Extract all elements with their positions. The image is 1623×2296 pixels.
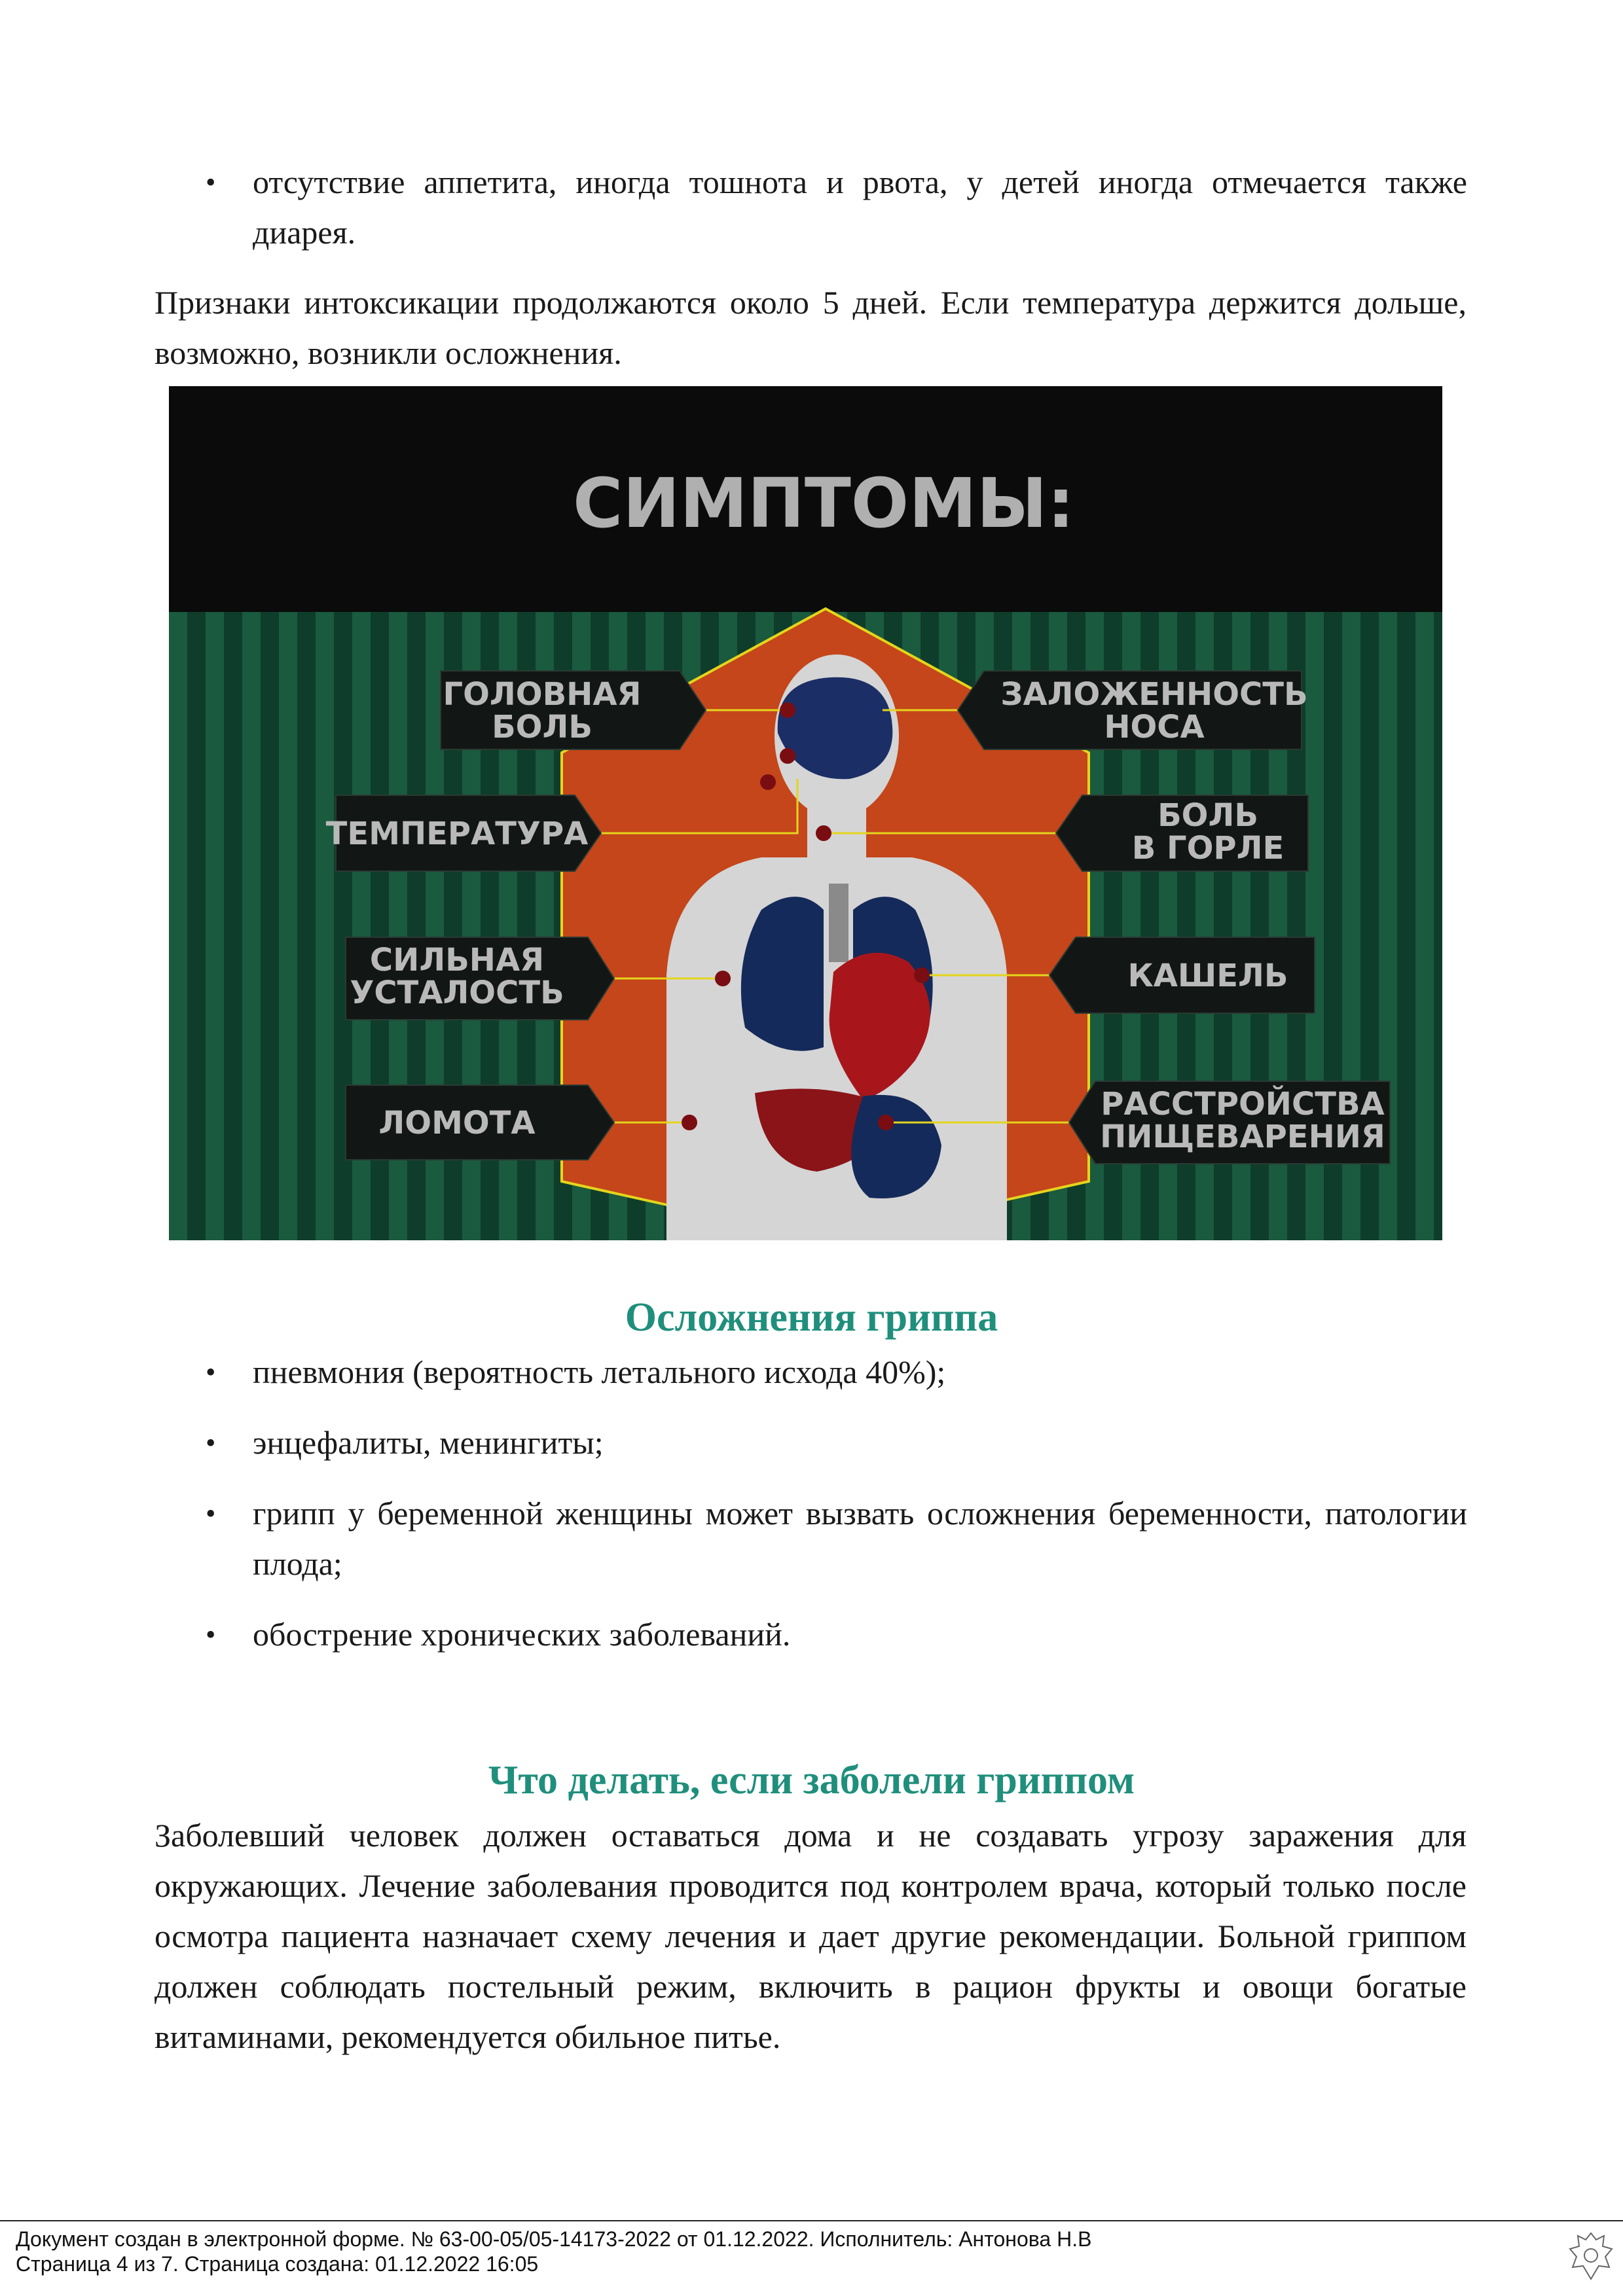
svg-text:УСТАЛОСТЬ: УСТАЛОСТЬ xyxy=(350,975,564,1011)
complication-item: • пневмония (вероятность летального исхода 40%); xyxy=(253,1347,1467,1397)
svg-text:ГОЛОВНАЯ: ГОЛОВНАЯ xyxy=(443,676,642,713)
what-to-do-heading: Что делать, если заболели гриппом xyxy=(488,1758,1135,1803)
label-nasal-congestion xyxy=(958,671,1308,749)
label-temperature xyxy=(326,795,601,871)
complication-item: • энцефалиты, менингиты; xyxy=(253,1418,1467,1468)
label-headache xyxy=(441,671,706,749)
svg-text:СИЛЬНАЯ: СИЛЬНАЯ xyxy=(369,942,545,978)
document-footer xyxy=(16,2227,1574,2276)
svg-text:БОЛЬ: БОЛЬ xyxy=(1158,797,1258,834)
label-digestive-disorders xyxy=(1069,1081,1390,1164)
svg-text:ТЕМПЕРАТУРА: ТЕМПЕРАТУРА xyxy=(325,816,589,852)
svg-text:РАССТРОЙСТВА: РАССТРОЙСТВА xyxy=(1101,1086,1385,1122)
what-to-do-paragraph: Заболевший человек должен оставаться дома и не создавать угрозу заражения для окружающих. Лечение заболевания проводится под контролем врача, который только после осмотра пациента назначает схему лечения и дает другие рекомендации. Больной гриппом должен соблюдать постельный режим, включить в рацион фрукты и овощи богатые витаминами, рекомендуется обильное питье. xyxy=(155,1817,1467,2055)
infographic-title: СИМПТОМЫ: xyxy=(572,463,1075,543)
complication-item: • обострение хронических заболеваний. xyxy=(253,1609,1467,1660)
svg-text:НОСА: НОСА xyxy=(1104,709,1205,745)
trachea xyxy=(829,884,848,962)
svg-text:В ГОРЛЕ: В ГОРЛЕ xyxy=(1131,830,1285,867)
svg-text:БОЛЬ: БОЛЬ xyxy=(492,709,593,745)
symptoms-infographic xyxy=(169,386,1442,1240)
complications-heading: Осложнения гриппа xyxy=(625,1295,998,1340)
footer-rule xyxy=(0,2220,1623,2221)
svg-text:ПИЩЕВАРЕНИЯ: ПИЩЕВАРЕНИЯ xyxy=(1100,1119,1385,1155)
label-body-aches xyxy=(346,1085,614,1160)
label-sore-throat xyxy=(1056,795,1308,871)
intoxication-paragraph: Признаки интоксикации продолжаются около 5 дней. Если температура держится дольше, возможно, возникли осложнения. xyxy=(155,284,1467,371)
coat-of-arms-emblem xyxy=(1565,2227,1617,2286)
svg-text:КАШЕЛЬ: КАШЕЛЬ xyxy=(1127,958,1288,994)
label-cough xyxy=(1049,937,1315,1013)
svg-text:ЗАЛОЖЕННОСТЬ: ЗАЛОЖЕННОСТЬ xyxy=(1000,676,1308,713)
label-fatigue xyxy=(346,937,614,1020)
complication-item: • грипп у беременной женщины может вызвать осложнения беременности, патологии плода; xyxy=(253,1488,1467,1589)
svg-text:ЛОМОТА: ЛОМОТА xyxy=(378,1105,536,1141)
bullet-appetite: • отсутствие аппетита, иногда тошнота и рвота, у детей иногда отмечается также диарея. xyxy=(253,157,1467,258)
footer-line-2: Страница 4 из 7. Страница создана: 01.12.2022 16:05 xyxy=(16,2252,539,2276)
footer-line-1: Документ создан в электронной форме. № 63-00-05/05-14173-2022 от 01.12.2022. Исполнитель: Антонова Н.В xyxy=(16,2227,1092,2251)
